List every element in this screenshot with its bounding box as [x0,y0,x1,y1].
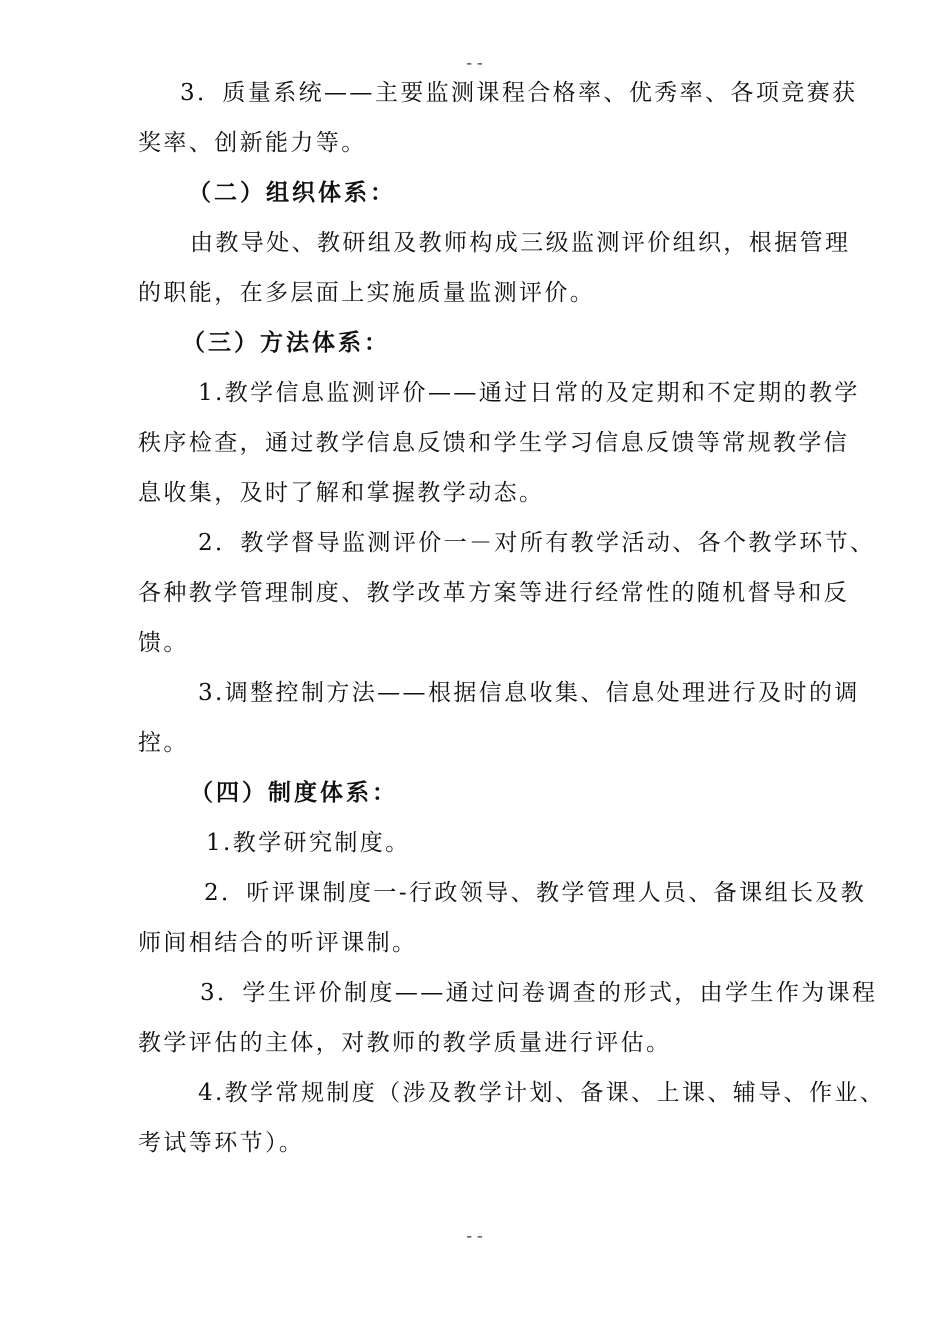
body-line: 馈。 [138,630,189,656]
body-line: 由教导处、教研组及教师构成三级监测评价组织，根据管理 [190,230,851,256]
body-line: 各种教学管理制度、教学改革方案等进行经常性的随机督导和反 [138,580,850,606]
body-line: 控。 [138,730,189,756]
body-line: 2．教学督导监测评价一－对所有教学活动、各个教学环节、 [198,530,876,556]
body-line: 教学评估的主体，对教师的教学质量进行评估。 [138,1030,672,1056]
body-line: 3．学生评价制度——通过问卷调查的形式，由学生作为课程 [200,980,878,1006]
body-line: 奖率、创新能力等。 [138,130,367,156]
section-heading-method: （三）方法体系： [182,329,390,356]
body-line: 3．质量系统——主要监测课程合格率、优秀率、各项竞赛获 [180,80,858,106]
section-heading-system: （四）制度体系： [190,779,398,806]
body-line: 3.调整控制方法——根据信息收集、信息处理进行及时的调 [198,680,860,706]
body-line: 1.教学研究制度。 [206,830,411,856]
page-header-marker: -- [464,55,486,73]
body-line: 2．听评课制度一-行政领导、教学管理人员、备课组长及教 [204,880,867,906]
body-line: 秩序检查，通过教学信息反馈和学生学习信息反馈等常规教学信 [138,430,850,456]
section-heading-organization: （二）组织体系： [188,179,396,206]
body-line: 的职能，在多层面上实施质量监测评价。 [138,280,596,306]
body-line: 1.教学信息监测评价——通过日常的及定期和不定期的教学 [198,380,860,406]
body-line: 息收集，及时了解和掌握教学动态。 [138,480,545,506]
body-line: 师间相结合的听评课制。 [138,930,418,956]
page-footer-marker: -- [464,1228,486,1246]
body-line: 考试等环节）。 [138,1130,305,1156]
body-line: 4.教学常规制度（涉及教学计划、备课、上课、辅导、作业、 [198,1080,886,1106]
